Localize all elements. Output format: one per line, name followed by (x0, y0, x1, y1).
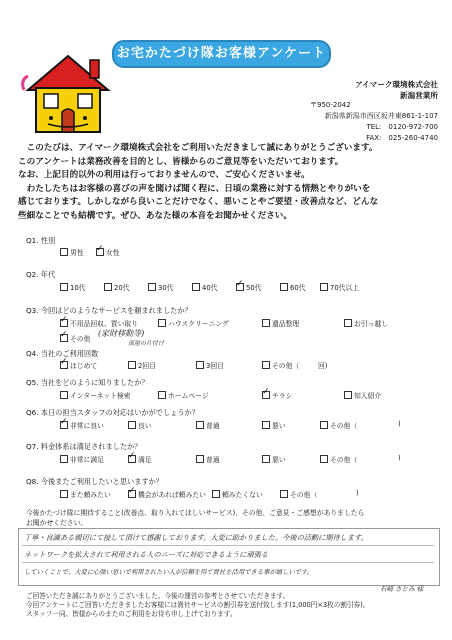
q2-option-20s[interactable]: 20代 (104, 282, 129, 292)
comment-prompt: 今後かたづけ隊に期待すること(改善点、取り入れてほしいサービス)、その他、ご意見・ご感想がありましたら (26, 509, 365, 517)
company-name: アイマーク環境株式会社 (355, 80, 438, 89)
q7-option-satisfied[interactable]: ✓ 満足 (128, 454, 152, 464)
checkbox[interactable] (344, 391, 352, 399)
comment-handwritten-3: していくことで、大変に心強い思いで利用されたい人が信頼を得て貴社を活用できる事が嬉しいです。 (24, 569, 314, 576)
q6-option-bad[interactable]: 悪い (262, 420, 286, 430)
q8-option-again[interactable]: また頼みたい (60, 489, 111, 499)
checkbox[interactable] (280, 283, 288, 291)
q7-label: Q7. 料金体系は満足されましたか？ (26, 442, 142, 451)
q6-label: Q6. 本日の担当スタッフの対応はいかがでしょうか？ (26, 408, 199, 417)
checkbox[interactable] (128, 421, 136, 429)
q3-other-handwritten-2: 部屋の片付け (128, 340, 165, 347)
q1-label: Q1. 性別 (26, 236, 56, 245)
comment-prompt-2: お聞かせください。 (26, 519, 88, 527)
comment-signature: 石崎 さとみ 様 (380, 585, 424, 593)
checkbox[interactable] (196, 361, 204, 369)
company-contact (238, 100, 438, 144)
q7-option-very-satisfied[interactable]: 非常に満足 (60, 454, 104, 464)
q4-option-other[interactable]: その他（ (262, 360, 299, 370)
intro-line: 感じております。しかしながら良いことだけでなく、悪いことやご要望・改善点など、どんな (18, 197, 379, 208)
checkbox[interactable] (192, 283, 200, 291)
q4-option-first[interactable]: ✓ はじめて (60, 360, 97, 370)
checkbox[interactable] (262, 361, 270, 369)
q6-option-good[interactable]: 良い (128, 420, 152, 430)
q8-option-if-opportunity[interactable]: ✓ 機会があれば頼みたい (128, 489, 206, 499)
checkbox[interactable] (148, 283, 156, 291)
q3-option-other[interactable]: ✓ その他 (60, 333, 90, 343)
checkbox[interactable] (196, 421, 204, 429)
intro-line: なお、上記目的以外の利用は行っておりませんので、ご安心くださいませ。 (18, 170, 310, 181)
q5-option-internet-search[interactable]: インターネット検索 (60, 390, 131, 400)
comment-handwritten-2: ネットワークを拡大されて利用される人のニーズに対応できるように頑張る (24, 550, 269, 559)
q5-option-referral[interactable]: 知人紹介 (344, 390, 381, 400)
company-block (238, 79, 438, 101)
q3-other-handwritten: (家財移動等) (98, 329, 145, 338)
comment-handwritten-1: 丁寧・良識ある親切にて接して頂けて感謝しております。大変に助かりました。今後の活動に期待します。 (24, 533, 368, 542)
checkbox[interactable] (128, 455, 136, 463)
q8-label: Q8. 今後またご利用したいと思いますか？ (26, 477, 163, 486)
checkbox[interactable] (262, 455, 270, 463)
q2-option-40s[interactable]: 40代 (192, 282, 217, 292)
comment-line (22, 545, 434, 546)
checkbox[interactable] (158, 319, 166, 327)
q3-option-estate-cleanup[interactable]: 遺品整理 (262, 318, 299, 328)
checkbox[interactable] (96, 248, 104, 256)
q6-other-suffix: ) (398, 420, 401, 428)
q6-option-average[interactable]: 普通 (196, 420, 220, 430)
checkbox[interactable] (320, 283, 328, 291)
q5-option-homepage[interactable]: ホームページ (158, 390, 209, 400)
company-address: 新潟県新潟市西区坂井東861-1-107 (324, 112, 438, 120)
checkbox[interactable] (60, 283, 68, 291)
q7-option-bad[interactable]: 悪い (262, 454, 286, 464)
checkbox[interactable] (128, 361, 136, 369)
q8-option-no[interactable]: 頼みたくない (212, 489, 263, 499)
checkbox[interactable] (158, 391, 166, 399)
q4-other-suffix: 回) (318, 362, 328, 370)
footer-line: スタッフ一同、皆様からのまたのご利用をお待ち申し上げております。 (26, 610, 237, 618)
intro-line: このアンケートは業務改善を目的とし、皆様からのご意見等をいただいております。 (18, 156, 344, 167)
comment-line (22, 562, 434, 563)
house-logo-icon (18, 50, 118, 136)
checkbox[interactable] (104, 283, 112, 291)
q6-option-other[interactable]: その他（ (320, 420, 357, 430)
checkbox[interactable] (60, 490, 68, 498)
intro-line: わたしたちはお客様の喜びの声を聞けば聞く程に、日頃の業務に対する情熱とやりがいを (18, 183, 371, 194)
checkbox[interactable] (60, 248, 68, 256)
q2-option-50s[interactable]: ✓ 50代 (236, 282, 261, 292)
q1-option-male[interactable]: 男性 (60, 247, 84, 257)
survey-title: お宅かたづけ隊お客様アンケート (116, 46, 327, 61)
checkbox[interactable] (212, 490, 220, 498)
q7-other-suffix: ) (398, 454, 401, 462)
survey-title-banner (112, 40, 331, 68)
q7-option-average[interactable]: 普通 (196, 454, 220, 464)
checkbox[interactable] (128, 490, 136, 498)
checkbox[interactable] (320, 421, 328, 429)
intro-text (18, 142, 438, 224)
q5-label: Q5. 当社をどのように知りましたか？ (26, 378, 149, 387)
q3-option-moving[interactable]: お引っ越し (344, 318, 388, 328)
postal-code: 〒950-2042 (310, 101, 351, 109)
checkbox[interactable] (262, 319, 270, 327)
q4-option-third[interactable]: 3回目 (196, 360, 224, 370)
q1-option-female[interactable]: ✓ 女性 (96, 247, 120, 257)
checkbox[interactable] (320, 455, 328, 463)
q6-option-very-good[interactable]: ✓ 非常に良い (60, 420, 104, 430)
intro-line: このたびは、アイマーク環境株式会社をご利用いただきまして誠にありがとうございます。 (18, 143, 378, 153)
checkbox[interactable] (60, 455, 68, 463)
checkbox[interactable] (60, 361, 68, 369)
q8-other-suffix: ) (356, 489, 359, 497)
checkbox[interactable] (60, 391, 68, 399)
q4-option-second[interactable]: 2回目 (128, 360, 156, 370)
q2-option-30s[interactable]: 30代 (148, 282, 173, 292)
q3-option-junk-removal[interactable]: ✓ 不用品回収、買い取り (60, 318, 138, 328)
company-tel: TEL: 0120-972-700 (366, 123, 438, 131)
checkbox[interactable] (262, 421, 270, 429)
footer-line: 今回アンケートにご回答いただきましたお客様には貴社サービスの割引券を送付致します(1,000円×3枚の割引券)。 (26, 601, 370, 609)
footer-line: ご回答いただき誠にありがとうございました。今後の運営の参考とさせていただきます。 (26, 592, 290, 600)
checkbox[interactable] (344, 319, 352, 327)
q8-option-other[interactable]: その他（ (280, 489, 317, 499)
q4-label: Q4. 当社のご利用回数 (26, 349, 99, 358)
checkbox[interactable] (262, 391, 270, 399)
q7-option-other[interactable]: その他（ (320, 454, 357, 464)
q5-option-flyer[interactable]: ✓ チラシ (262, 390, 292, 400)
q2-option-60s[interactable]: 60代 (280, 282, 305, 292)
q2-option-70s-plus[interactable]: 70代以上 (320, 282, 359, 292)
checkbox[interactable] (60, 334, 68, 342)
q2-label: Q2. 年代 (26, 270, 56, 279)
q3-option-house-cleaning[interactable]: ハウスクリーニング (158, 318, 229, 328)
intro-line: 些細なことでも結構です。ぜひ、あなた様の本音をお聞かせください。 (18, 210, 292, 221)
checkbox[interactable] (280, 490, 288, 498)
branch-name: 新潟営業所 (400, 91, 438, 100)
company-fax: FAX: 025-260-4740 (366, 134, 438, 142)
checkbox[interactable] (196, 455, 204, 463)
checkbox[interactable] (60, 319, 68, 327)
checkbox[interactable] (60, 421, 68, 429)
checkbox[interactable] (236, 283, 244, 291)
q3-label: Q3. 今回はどのようなサービスを頼まれましたか？ (26, 306, 192, 315)
q2-option-10s[interactable]: 10代 (60, 282, 85, 292)
